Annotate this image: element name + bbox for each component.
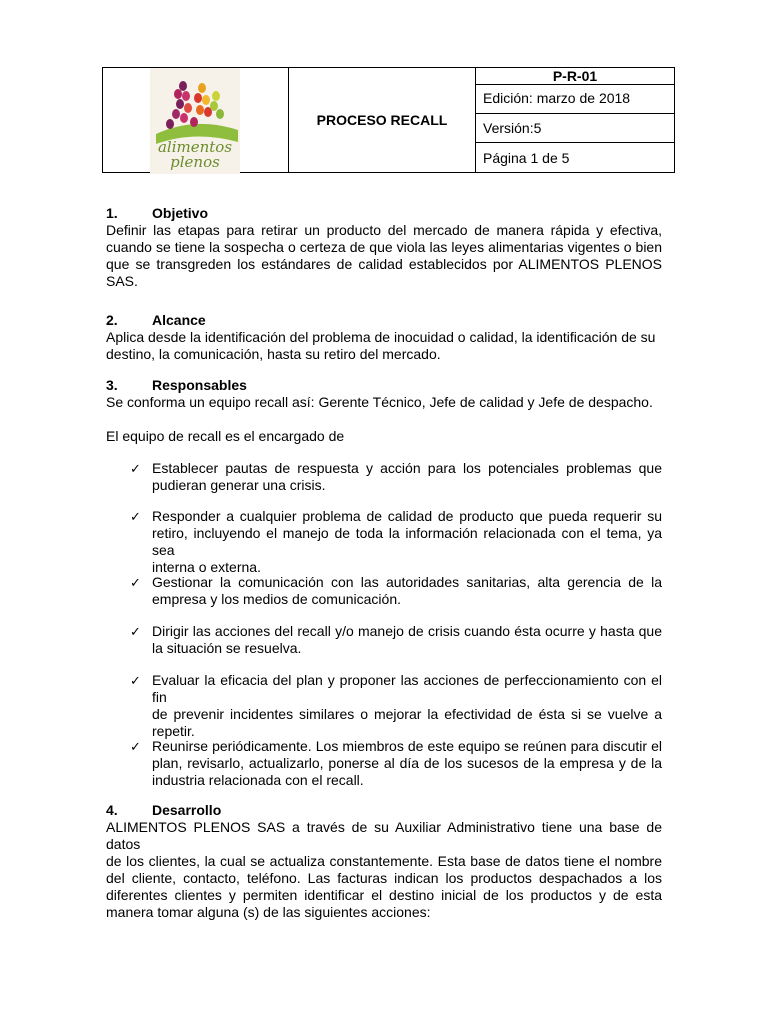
paragraph-line: manera tomar alguna (s) de las siguientes acciones: <box>106 904 431 920</box>
section-heading: 3. Responsables <box>106 377 247 393</box>
version-label: Versión:5 <box>483 120 542 136</box>
document-title: PROCESO RECALL <box>316 112 448 128</box>
section-alcance <box>106 312 662 363</box>
logo-text: plenos <box>170 153 220 171</box>
header-table <box>102 67 675 173</box>
paragraph-line: Aplica desde la identificación del problema de inocuidad o calidad, la identificación de su <box>106 329 656 345</box>
section-responsables <box>106 377 662 411</box>
checkmark-icon: ✓ <box>130 673 141 688</box>
section-objetivo <box>106 205 662 290</box>
paragraph-line: del cliente, contacto, teléfono. Las facturas indican los productos despachados a los <box>106 870 662 886</box>
header-row-divider <box>475 84 674 85</box>
paragraph-line: Definir las etapas para retirar un producto del mercado de manera rápida y efectiva, <box>106 222 662 238</box>
paragraph-line: que se transgreden los estándares de calidad establecidos por ALIMENTOS PLENOS <box>106 256 662 272</box>
document-page: alimentos plenos PROCESO RECALL P-R-01 Edición: marzo de 2018 Versión:5 Página 1 de 5 1. Objetivo Definir las etapas para retirar un producto del mercado de manera rápida y efectiva, cuando se tiene la sospecha o certeza de que viola las leyes alimentarias vigentes o bien que se transgreden los estándares de calidad establecidos por ALIMENTOS PLENOS SAS. 2. Alcance Aplica desde la identificación del problema de inocuidad o calidad, la identificación de su destino, la comunicación, hasta su retiro del mercado. 3. Responsables Se conforma un equipo recall así: Gerente Técnico, Jefe de calidad y Jefe de despacho. El equipo de recall es el encargado de ✓ Establecer pautas de respuesta y acción para los potenciales problemas que pudieran generar una crisis. ✓ Responder a cualquier problema de calidad de producto que pueda requerir su retiro, incluyendo el manejo de toda la información relacionada con el tema, ya sea interna o externa. ✓ Gestionar la comunicación con las autoridades sanitarias, alta gerencia de la empresa y los medios de comunicación. ✓ Dirigir las acciones del recall y/o manejo de crisis cuando ésta ocurre y hasta que la situación se resuelva. ✓ Evaluar la eficacia del plan y proponer las acciones de perfeccionamiento con el fin de prevenir incidentes similares o mejorar la efectividad de ésta si se vuelve a repetir. ✓ Reunirse periódicamente. Los miembros de este equipo se reúnen para discutir el plan, revisarlo, actualizarlo, ponerse al día de los sucesos de la empresa y de la industria relacionada con el recall. 4. Desarrollo ALIMENTOS PLENOS SAS a través de su Auxiliar Administrativo tiene una base de datos de los clientes, la cual se actualiza constantemente. Esta base de datos tiene el nombre del cliente, contacto, teléfono. Las facturas indican los productos despachados a los diferentes clientes y permiten identificar el destino inicial de los productos y de esta manera tomar alguna (s) de las siguientes acciones: <box>0 0 768 1024</box>
header-row-divider <box>475 113 674 114</box>
paragraph-line: El equipo de recall es el encargado de <box>106 428 345 444</box>
checkmark-icon: ✓ <box>130 575 141 590</box>
paragraph-line: Se conforma un equipo recall así: Gerente Técnico, Jefe de calidad y Jefe de despacho. <box>106 394 653 410</box>
section-heading: 4. Desarrollo <box>106 802 222 818</box>
page-number: Página 1 de 5 <box>483 150 570 166</box>
paragraph-line: cuando se tiene la sospecha o certeza de que viola las leyes alimentarias vigentes o bien <box>106 239 662 255</box>
checkmark-icon: ✓ <box>130 461 141 476</box>
paragraph-line: ALIMENTOS PLENOS SAS a través de su Auxiliar Administrativo tiene una base de datos <box>106 819 662 852</box>
paragraph-line: de los clientes, la cual se actualiza constantemente. Esta base de datos tiene el nombre <box>106 853 662 869</box>
company-logo <box>150 68 240 174</box>
checkmark-icon: ✓ <box>130 624 141 639</box>
edition-label: Edición: marzo de 2018 <box>483 90 631 106</box>
paragraph-line: destino, la comunicación, hasta su retiro del mercado. <box>106 346 441 362</box>
checkmark-icon: ✓ <box>130 739 141 754</box>
section-heading: 2. Alcance <box>106 312 206 328</box>
paragraph-line: diferentes clientes y permiten identificar el destino inicial de los productos y de esta <box>106 887 662 903</box>
checkmark-icon: ✓ <box>130 509 141 524</box>
section-heading: 1. Objetivo <box>106 205 209 221</box>
document-code: P-R-01 <box>552 68 598 84</box>
section-desarrollo <box>106 802 662 921</box>
logo-text: alimentos <box>157 138 233 156</box>
header-row-divider <box>475 142 674 143</box>
paragraph-line: SAS. <box>106 273 138 289</box>
